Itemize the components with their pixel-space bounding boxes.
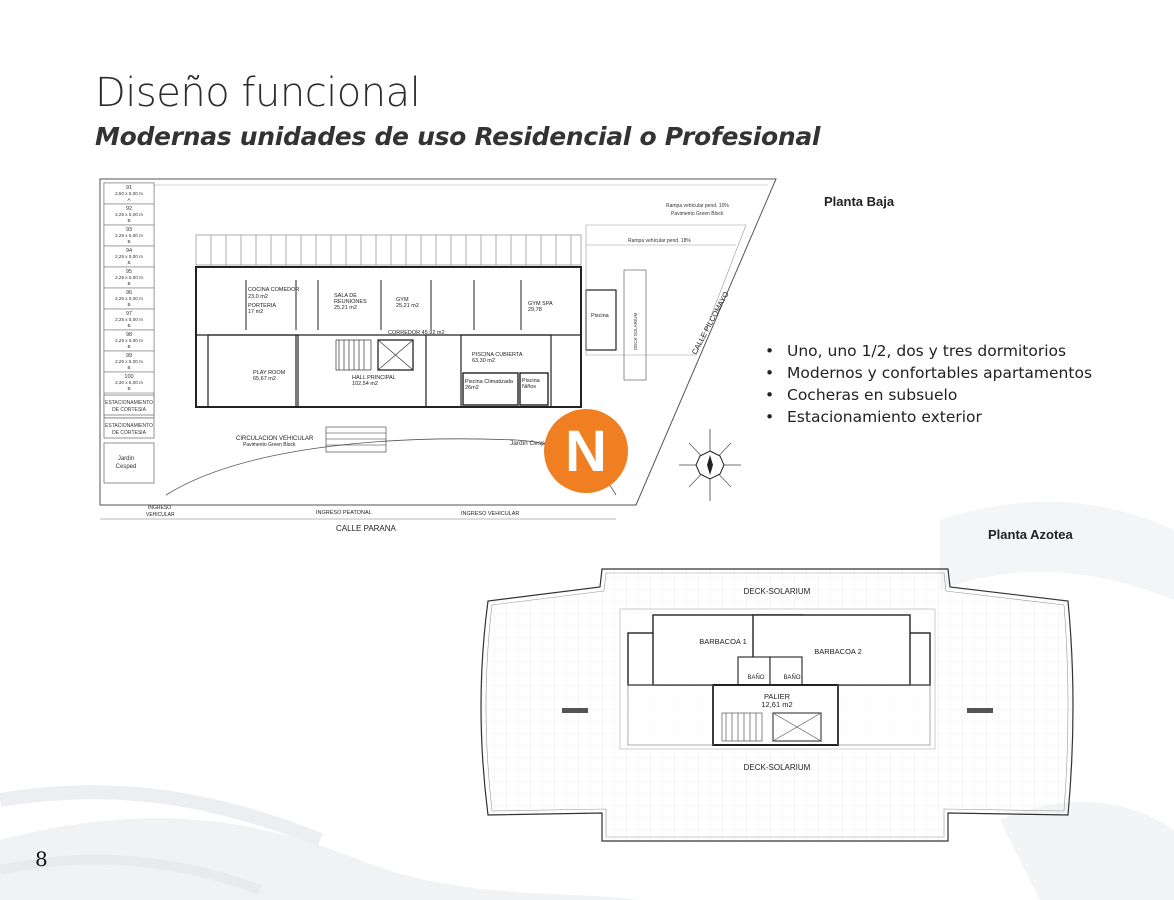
entrance-label: INGRESO VEHICULAR (461, 511, 520, 517)
room-label: COCINA COMEDOR (248, 287, 300, 293)
room-label: BAÑO (783, 675, 801, 681)
north-letter: N (565, 419, 607, 484)
room-label: GYM (396, 297, 409, 303)
parking-column (104, 183, 154, 483)
parking-spot-num: 95 (125, 269, 133, 275)
entrance-label: INGRESO (148, 505, 172, 511)
garden-label: Jardin (117, 456, 135, 462)
room-label: Niños (522, 384, 537, 390)
feature-item: • Uno, uno 1/2, dos y tres dormitorios (765, 340, 1092, 362)
parking-spot-tag: B (127, 218, 131, 223)
parking-spot-num: 100 (124, 374, 134, 380)
ramp-label: Rampa vehicular pend. 10% (666, 203, 729, 209)
parking-spot-tag: B (127, 260, 131, 265)
room-label: 63,30 m2 (472, 358, 495, 364)
room-label: Piscina Climatizada (465, 379, 513, 385)
garden-label: Jardin Cesp (510, 440, 545, 447)
parking-spot-tag: B (127, 302, 131, 307)
courtesy-parking-label: ESTACIONAMIENTO (105, 400, 153, 406)
page-number: 8 (35, 847, 48, 871)
room-label: CORREDOR 45,92 m2 (388, 330, 445, 336)
room-label: SALA DE (334, 293, 357, 299)
room-label: 29,78 (528, 307, 542, 313)
parking-spot-num: 94 (125, 248, 133, 254)
feature-item: • Modernos y confortables apartamentos (765, 362, 1092, 384)
parking-spot-num: 93 (125, 227, 133, 233)
street-label: CALLE PILCOMAYO (689, 290, 731, 356)
room-label: DECK-SOLARIUM (743, 587, 811, 596)
room-label: PORTERIA (248, 303, 277, 309)
room-label: 25,21 m2 (334, 305, 357, 311)
parking-spot-num: 98 (125, 332, 133, 338)
north-badge (543, 408, 629, 494)
parking-spot-size: 2,25 x 5,00 m (115, 275, 143, 280)
parking-spot-tag: B (127, 281, 131, 286)
parking-spot-tag: B (127, 365, 131, 370)
garden-label: Cesped (115, 464, 137, 470)
room-label: DECK SOLARIUM (633, 312, 638, 350)
room-label: 25,21 m2 (396, 303, 419, 309)
planta-azotea-floorplan (470, 565, 1085, 845)
room-label: PALIER (763, 692, 791, 701)
room-label: BARBACOA 1 (699, 637, 747, 646)
ramp-label: Rampa vehicular pend. 18% (628, 238, 691, 244)
parking-spot-size: 2,25 x 5,00 m (115, 212, 143, 217)
parking-spot-size: 2,25 x 5,00 m (115, 317, 143, 322)
room-label: Piscina (591, 313, 609, 319)
room-label: BAÑO (747, 675, 765, 681)
courtesy-parking-label: DE CORTESIA (112, 407, 146, 413)
room-label: 65,67 m2 (253, 376, 276, 382)
planta-azotea-label: Planta Azotea (988, 527, 1073, 542)
page-title: Diseño funcional (95, 70, 421, 116)
parking-spot-size: 2,50 x 5,00 m (115, 191, 143, 196)
room-label: GYM SPA (528, 301, 553, 307)
parking-spot-num: 97 (125, 311, 133, 317)
entrance-label: VEHICULAR (146, 512, 175, 518)
room-label: HALL PRINCIPAL (352, 375, 396, 381)
parking-spot-size: 2,25 x 5,00 m (115, 359, 143, 364)
parking-spot-size: 2,25 x 5,00 m (115, 338, 143, 343)
parking-spot-tag: B (127, 344, 131, 349)
parking-spot-tag: A (127, 197, 131, 202)
room-label: 26m2 (465, 385, 479, 391)
circulation-label: CIRCULACION VEHICULAR (236, 436, 314, 442)
parking-spot-size: 2,25 x 5,00 m (115, 254, 143, 259)
parking-spot-num: 91 (125, 185, 133, 191)
compass-icon (675, 425, 745, 505)
entrance-label: INGRESO PEATONAL (316, 510, 372, 516)
parking-spot-tag: B (127, 323, 131, 328)
feature-item: • Cocheras en subsuelo (765, 384, 1092, 406)
planta-baja-label: Planta Baja (824, 194, 895, 209)
room-label: DECK-SOLARIUM (743, 763, 811, 772)
feature-item: • Estacionamiento exterior (765, 406, 1092, 428)
room-label: BARBACOA 2 (814, 647, 862, 656)
parking-spot-num: 92 (125, 206, 133, 212)
courtesy-parking-label: ESTACIONAMIENTO (105, 423, 153, 429)
courtesy-parking-label: DE CORTESIA (112, 430, 146, 436)
page-subtitle: Modernas unidades de uso Residencial o Profesional (95, 122, 821, 151)
parking-spot-size: 2,25 x 5,00 m (115, 296, 143, 301)
parking-spot-size: 2,25 x 5,00 m (115, 233, 143, 238)
room-label: REUNIONES (334, 299, 367, 305)
street-label: CALLE PARANA (336, 524, 396, 533)
parking-spot-num: 99 (125, 353, 133, 359)
parking-spot-size: 2,30 x 5,00 m (115, 380, 143, 385)
room-label: PLAY ROOM (253, 370, 286, 376)
room-label: PISCINA CUBIERTA (472, 352, 523, 358)
room-label: 23,0 m2 (248, 294, 268, 300)
ramp-label: Pavimento Green Block (671, 211, 724, 217)
parking-spot-num: 96 (125, 290, 133, 296)
room-label: 102,54 m2 (352, 381, 378, 387)
room-label: Piscina (522, 378, 540, 384)
feature-list (765, 340, 1092, 428)
room-label: 12,61 m2 (761, 700, 793, 709)
room-label: 17 m2 (248, 309, 264, 315)
parking-spot-tag: B (127, 386, 131, 391)
parking-spot-tag: B (127, 239, 131, 244)
circulation-label: Pavimento Green Block (243, 442, 296, 448)
